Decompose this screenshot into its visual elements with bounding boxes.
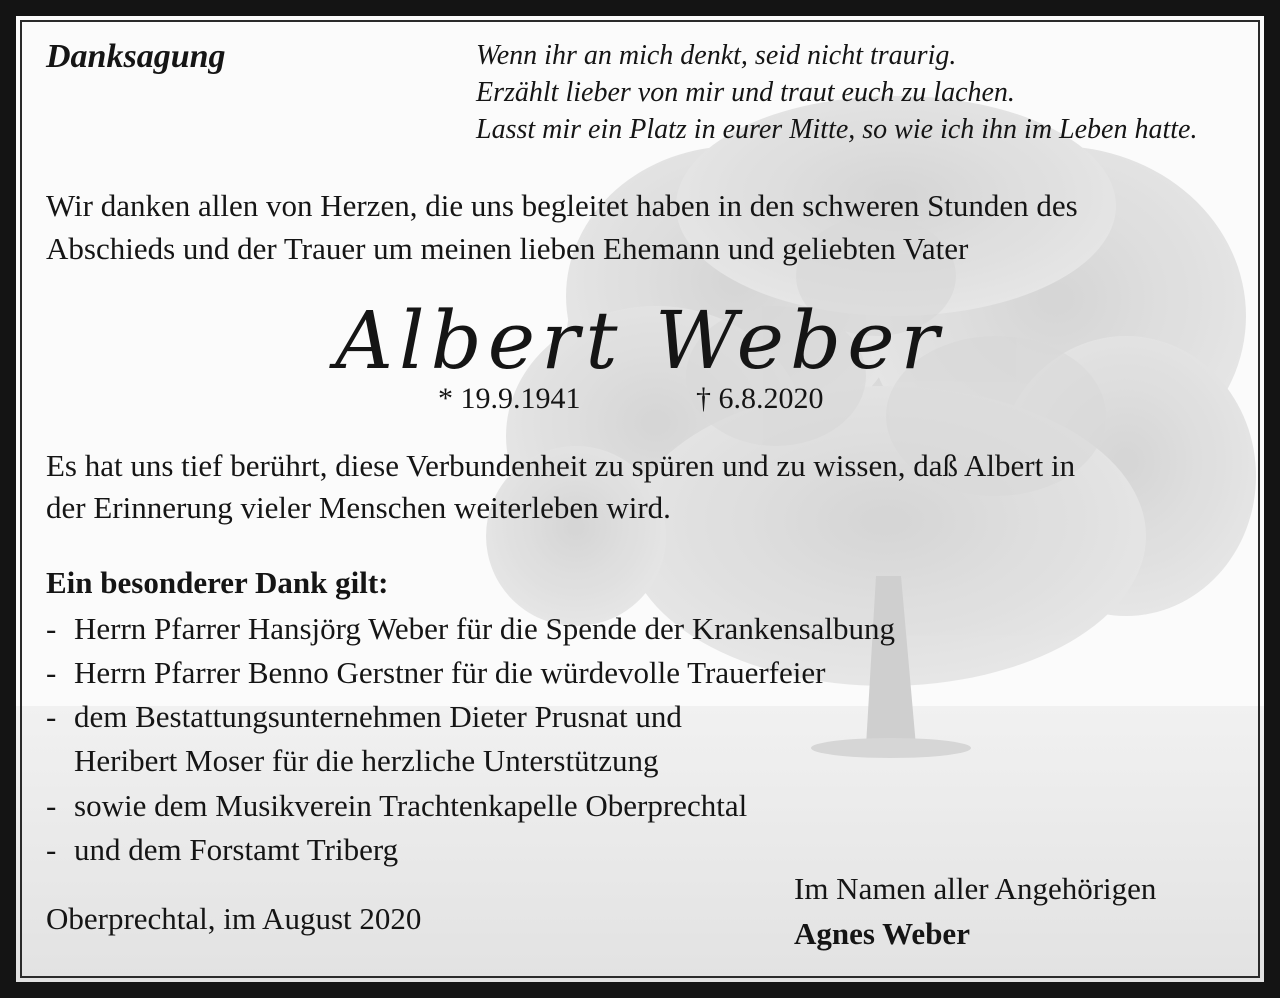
heading: Danksagung (46, 38, 226, 75)
list-dash: - (46, 655, 57, 690)
body-line: der Erinnerung vieler Menschen weiterleben wird. (46, 490, 671, 525)
signature-line: Im Namen aller Angehörigen (794, 871, 1157, 906)
list-dash: - (46, 788, 57, 823)
thanks-item-text: Herrn Pfarrer Hansjörg Weber für die Spende der Krankensalbung (74, 611, 896, 646)
thanks-item-text: sowie dem Musikverein Trachtenkapelle Oberprechtal (74, 788, 748, 823)
thanks-item-text: und dem Forstamt Triberg (74, 832, 399, 867)
quote-line: Wenn ihr an mich denkt, seid nicht traurig. (476, 40, 957, 71)
quote-line: Erzählt lieber von mir und traut euch zu lachen. (476, 77, 1015, 108)
quote-line: Lasst mir ein Platz in eurer Mitte, so wie ich ihn im Leben hatte. (476, 114, 1198, 145)
signature-name: Agnes Weber (794, 916, 970, 951)
list-dash: - (46, 611, 57, 646)
thanks-heading: Ein besonderer Dank gilt: (46, 565, 389, 600)
body-line: Es hat uns tief berührt, diese Verbundenheit zu spüren und zu wissen, daß Albert in (46, 448, 1076, 483)
list-dash: - (46, 832, 57, 867)
intro-line: Abschieds und der Trauer um meinen lieben Ehemann und geliebten Vater (46, 231, 969, 266)
list-dash: - (46, 699, 57, 734)
birth-date: * 19.9.1941 (438, 382, 581, 415)
thanks-item-text: Herrn Pfarrer Benno Gerstner für die würdevolle Trauerfeier (74, 655, 826, 690)
deceased-name: Albert Weber (335, 294, 945, 387)
place-date: Oberprechtal, im August 2020 (46, 901, 422, 936)
thanks-item-text: dem Bestattungsunternehmen Dieter Prusnat und (74, 699, 682, 734)
intro-line: Wir danken allen von Herzen, die uns begleitet haben in den schweren Stunden des (46, 188, 1078, 223)
death-date: † 6.8.2020 (696, 382, 824, 415)
thanks-item-text: Heribert Moser für die herzliche Unterstützung (74, 743, 659, 778)
